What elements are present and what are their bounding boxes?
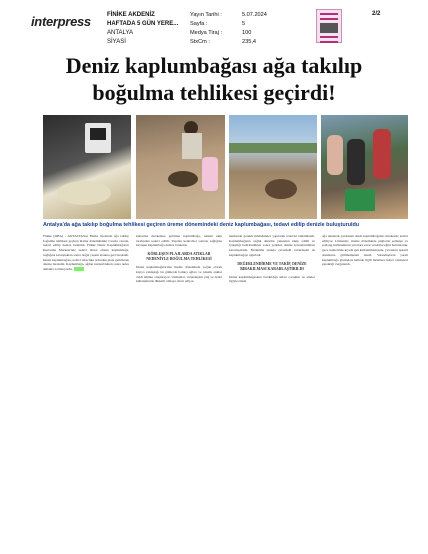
article-headline	[0, 52, 428, 106]
page-indicator: 2/2	[372, 11, 381, 17]
column-4-text: ağa takılarak yaralanan deniz kaplumbağaları merkezde tedavi ediliyor. Uzmanlar, üreme döneminde plajlarda şemsiye ve şezlong kullanımının yuvalara zarar verebileceğini hatırlatarak, gece saatlerinde kıyıda ışık kullanılmamasını, yuvaların işaretli alanlarına girilmemesini istedi. Vatandaşların yaralı kaplumbağa görmeleri halinde ilgili birimlere haber vermeleri gerektiği vurgulandı.	[322, 234, 408, 267]
meta-labels	[190, 11, 222, 47]
publication-info	[107, 11, 178, 47]
article-body	[43, 234, 408, 344]
meta-value-page: 5	[242, 21, 246, 27]
meta-value-date: 5.07.2024	[242, 12, 267, 18]
article-column-4	[322, 234, 408, 267]
publication-category: SİYASİ	[107, 39, 126, 45]
highlighted-text	[74, 267, 84, 271]
publication-frequency: HAFTADA 5 GÜN YERE...	[107, 21, 179, 27]
meta-value-circulation: 100	[242, 30, 252, 36]
meta-label-circulation: Medya Tiraj :	[190, 30, 223, 36]
headline-line-2: boğulma tehlikesi geçirdi!	[92, 80, 336, 105]
column-3-text: merkezde gerekli müdahaleler yapılarak tedavisi tamamlandı. Kaplumbağanın sağlık durumu yakından takip edildi ve iyileştiği belirlendikten sonra yeniden denize kavuşturulması kararlaştırıldı. Bırakılma anında çevredeki vatandaşlar da kaplumbağayı uğurladı.	[229, 234, 315, 257]
column-2-text: kurtarma merkezine getirilen kaplumbağa, uzman ekip tarafından tedavi edildi. Yapılan kontroller sonrası sağlığına kavuşan kaplumbağa denize bırakıldı.	[136, 234, 222, 248]
photo-crowd-release	[321, 115, 408, 219]
headline-line-1: Deniz kaplumbağası ağa takılıp	[65, 53, 363, 78]
publication-region: ANTALYA	[107, 30, 134, 36]
newspaper-thumbnail	[316, 9, 342, 43]
photo-caption: Antalya'da ağa takılıp boğulma tehlikesi geçiren üreme dönemindeki deniz kaplumbağası, tedavi edilip denizle buluşturuldu	[43, 222, 360, 228]
press-clipping-header	[0, 0, 428, 52]
subheading-2: DEĞERLENDİRME VE TAKİP, DENİZE BIRAKILMASI KARARLAŞTIRILDI	[237, 261, 307, 271]
photo-turtle-on-beach	[229, 115, 317, 219]
article-column-1	[43, 234, 129, 272]
article-column-2	[136, 234, 222, 284]
photo-girl-with-turtle	[136, 115, 225, 219]
subheading-1: KÖRLEŞEN PLAJLARDA ATIKLAR NEDENİYLE BOĞULMA TEHLİKESİ	[146, 252, 212, 262]
meta-value-stxcm: 235,4	[242, 39, 256, 45]
photo-ultrasound-turtle	[43, 115, 131, 219]
meta-values	[242, 11, 267, 47]
column-3-text-b: Deniz kaplumbağasının bırakıldığı anları çocuklar ve aileler ilgiyle izledi.	[229, 274, 315, 284]
column-1-text: Finike (DHA) - ANTALYA'nın Finike ilçesinde ağa takılıp boğulma tehlikesi geçiren üreme dönemindeki Caretta caretta, tedavi edilip denize bırakıldı. Finike Deniz Kaplumbağaları Kurtarma Merkezi'nde tedavi altına alınan kaplumbağa, sağlığına kavuştuktan sonra doğal yaşam alanına geri bırakıldı. Deniz kaplumbağası, tedavi sürecinin ardından plaja getirilerek denize bırakıldı. Kaplumbağa, ağdan kurtarıldıktan sonra nefes almakta zorlanıyordu.	[43, 234, 129, 271]
meta-label-stxcm: StxCm :	[190, 39, 210, 45]
interpress-logo: interpress	[31, 14, 91, 29]
column-2-text-b: Deniz kaplumbağalarının üreme döneminde yoğun olarak kıyıya yaklaştığı bu günlerde balıkçı ağları ve plastik atıklar ciddi tehlike oluşturuyor. Uzmanlar, vatandaşları plaj ve deniz kullanımında dikkatli olmaya davet ediyor.	[136, 265, 222, 284]
meta-label-date: Yayın Tarihi :	[190, 12, 222, 18]
meta-label-page: Sayfa :	[190, 21, 208, 27]
publication-name: FİNİKE AKDENİZ	[107, 12, 155, 18]
article-column-3	[229, 234, 315, 284]
